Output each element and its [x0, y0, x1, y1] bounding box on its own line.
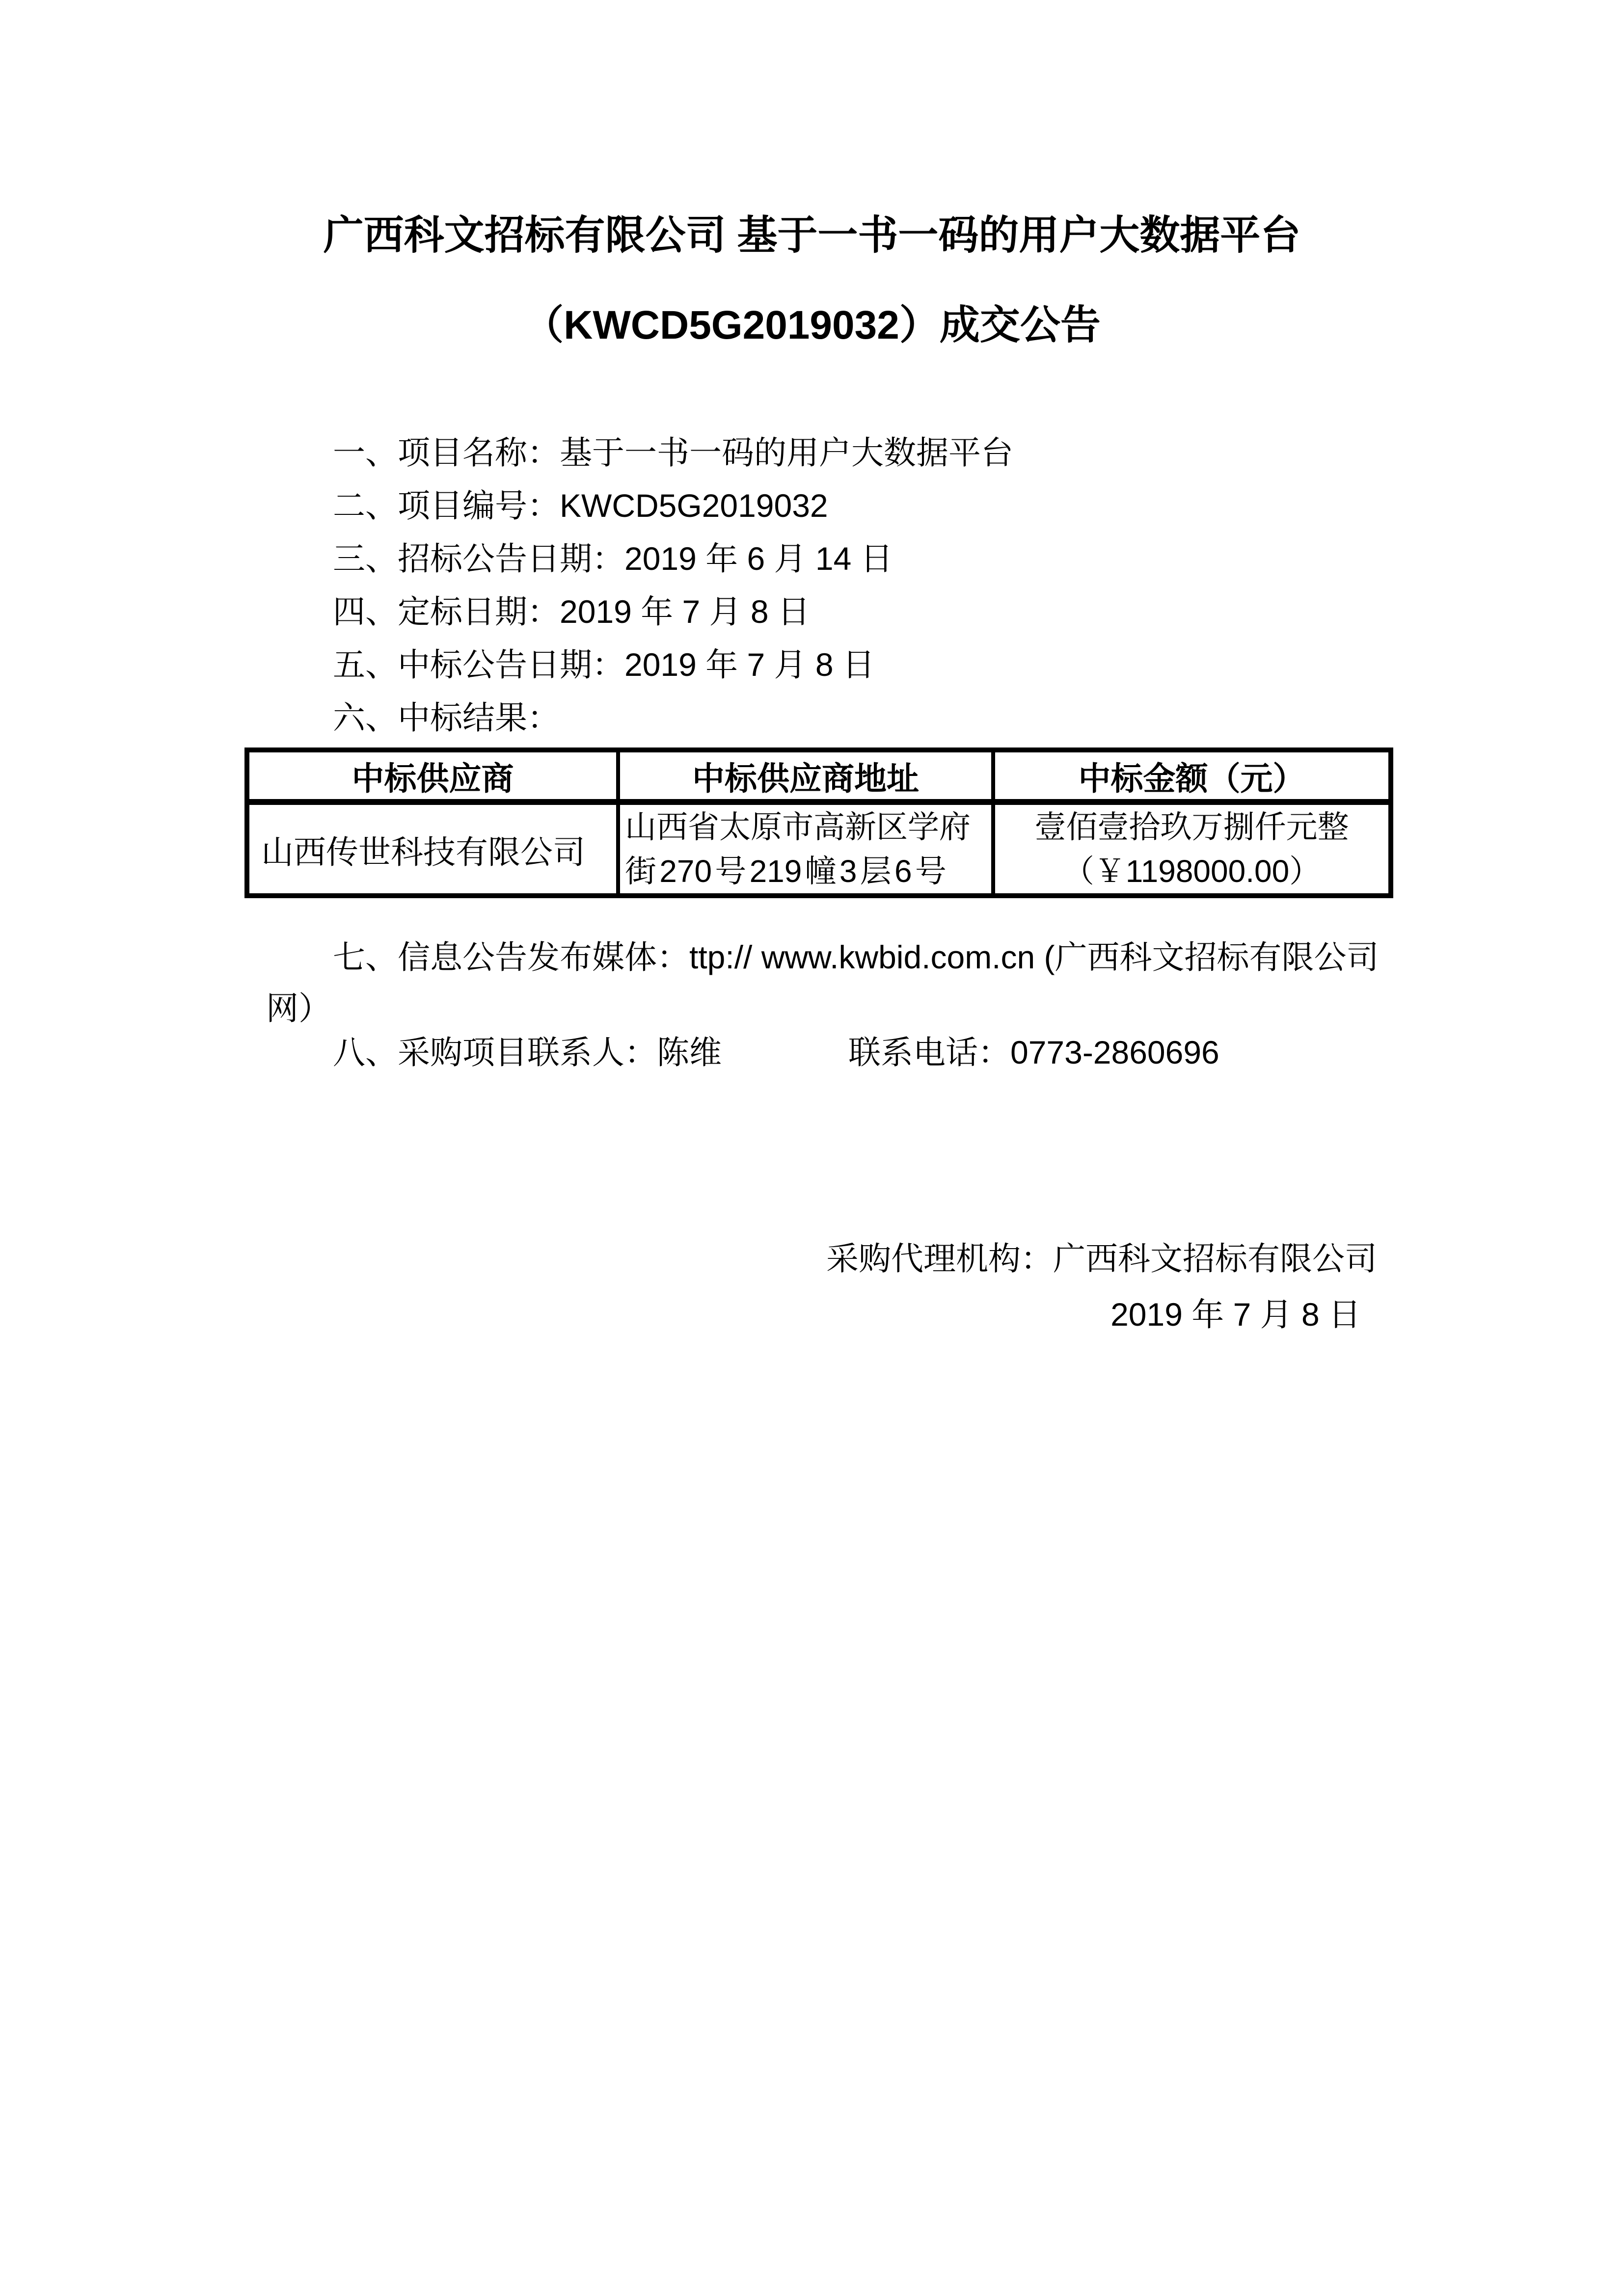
list-item-contact [333, 1033, 1219, 1072]
footer-date: 2019 年 7 月 8 日 [1110, 1296, 1361, 1333]
document-title-line2: （KWCD5G2019032）成交公告 [523, 303, 1101, 347]
table-cell-address: 山西省太原市高新区学府街 270 号 219 幢 3 层 6 号 [618, 802, 993, 896]
list-item-project-number: 二、项目编号：KWCD5G2019032 [333, 487, 828, 524]
list-item-award-decision-date: 四、定标日期：2019 年 7 月 8 日 [333, 593, 810, 630]
list-item-publish-media: 七、信息公告发布媒体：ttp:// www.kwbid.com.cn (广西科文招标有限公司网） [266, 939, 1379, 1026]
table-cell-amount [993, 802, 1391, 896]
footer-procurement-agency: 采购代理机构：广西科文招标有限公司 [826, 1240, 1377, 1277]
contact-person: 陈维 [657, 1034, 722, 1070]
phone-number: 0773-2860696 [1010, 1034, 1219, 1070]
table-header-amount: 中标金额（元） [993, 750, 1391, 802]
phone-label: 联系电话： [848, 1034, 1010, 1070]
table-header-row [247, 750, 1391, 802]
list-item-award-result-label: 六、中标结果： [333, 699, 560, 736]
list-item-award-announcement-date: 五、中标公告日期：2019 年 7 月 8 日 [333, 646, 875, 683]
numbered-list [266, 426, 1385, 744]
document-title-line1: 广西科文招标有限公司 基于一书一码的用户大数据平台 [323, 213, 1301, 258]
table-row [247, 802, 1391, 896]
list-item-project-name: 一、项目名称：基于一书一码的用户大数据平台 [333, 434, 1013, 471]
bid-result-table [244, 748, 1393, 898]
list-item-announcement-date: 三、招标公告日期：2019 年 6 月 14 日 [333, 540, 893, 577]
table-header-address: 中标供应商地址 [618, 750, 993, 802]
amount-in-figures: （￥1198000.00） [1062, 854, 1321, 889]
table-cell-supplier: 山西传世科技有限公司 [247, 802, 618, 896]
table-header-supplier: 中标供应商 [247, 750, 618, 802]
contact-label: 八、采购项目联系人： [333, 1034, 657, 1070]
amount-in-words: 壹佰壹拾玖万捌仟元整 [1034, 809, 1349, 845]
